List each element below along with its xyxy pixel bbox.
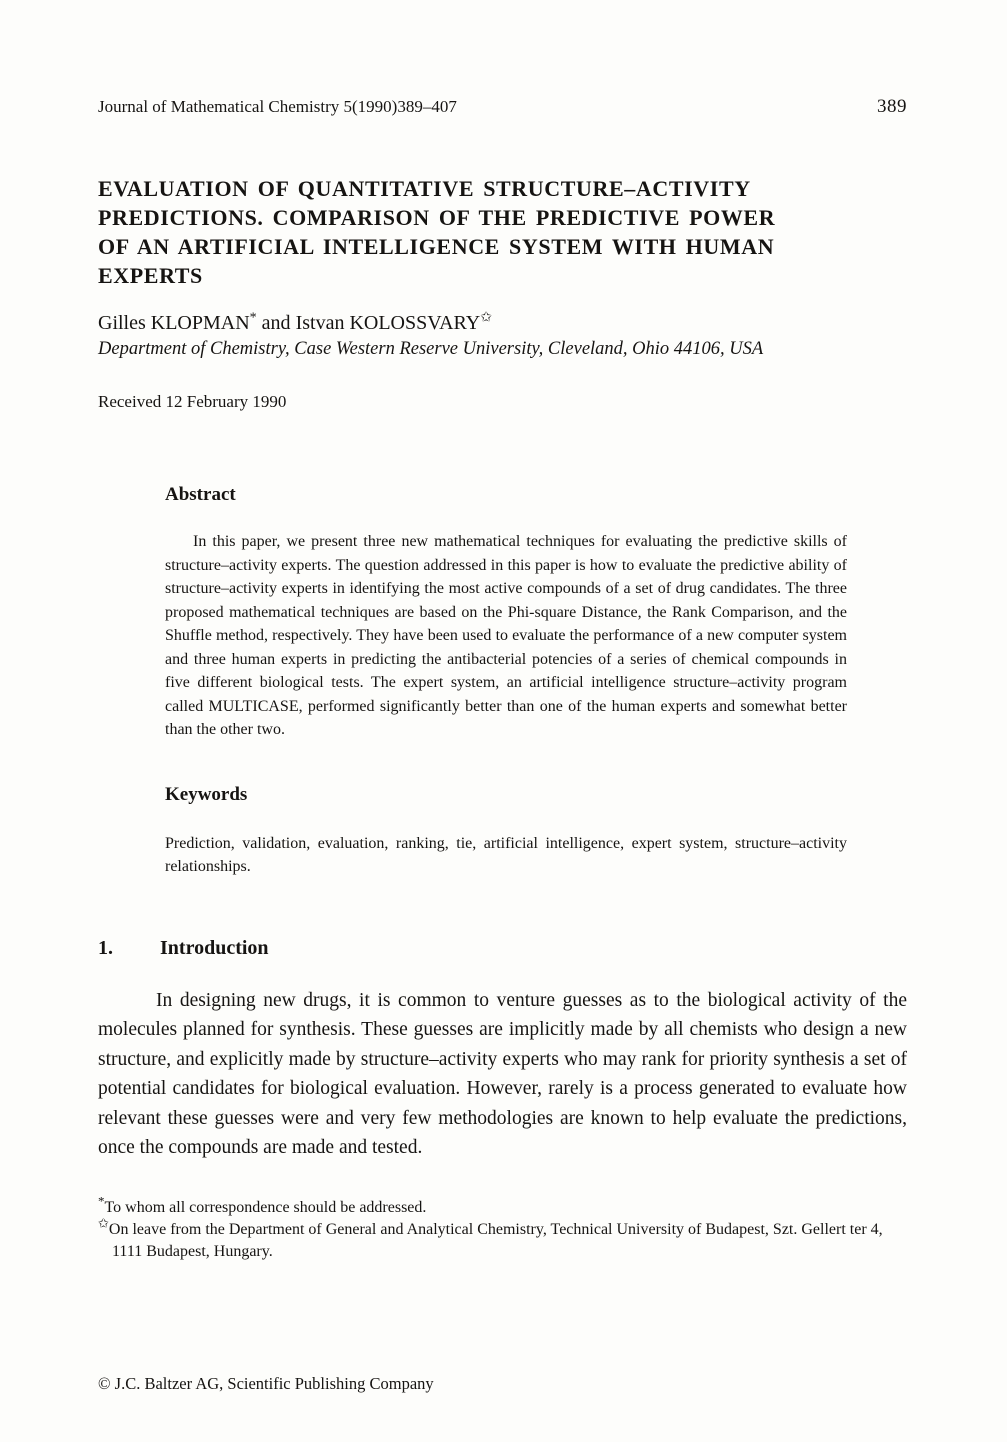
footnote-1 <box>98 1193 907 1219</box>
keywords-text: Prediction, validation, evaluation, ranking, tie, artificial intelligence, expert system, structure–activity relationships. <box>165 834 847 875</box>
footnote-2-text: On leave from the Department of General and Analytical Chemistry, Technical University of Budapest, Szt. Gellert ter 4, 1111 Budapest, Hungary. <box>108 1220 883 1260</box>
title-line-3: OF AN ARTIFICIAL INTELLIGENCE SYSTEM WITH HUMAN <box>98 234 775 259</box>
section-title: Introduction <box>160 936 269 959</box>
footnote-1-marker: * <box>98 1193 105 1209</box>
author-separator: and <box>256 312 296 334</box>
running-head <box>98 96 907 118</box>
author-1: Gilles KLOPMAN <box>98 312 250 334</box>
introduction-paragraph: In designing new drugs, it is common to venture guesses as to the biological activity of the molecules planned for synthesis. These guesses are implicitly made by all chemists who design a new structure, and explicitly made by structure–activity experts who may rank for priority synthesis a set of potential candidates for biological evaluation. However, rarely is a process generated to evaluate how relevant these guesses were and very few methodologies are known to help evaluate the predictions, once the compounds are made and tested. <box>98 989 907 1158</box>
article-title <box>98 174 907 290</box>
keywords-heading: Keywords <box>165 783 248 805</box>
abstract-heading: Abstract <box>165 484 236 505</box>
footnote-1-text: To whom all correspondence should be addressed. <box>104 1198 427 1216</box>
page-number: 389 <box>877 96 907 117</box>
introduction-heading <box>98 937 907 960</box>
footnote-2-marker: ✩ <box>98 1215 109 1231</box>
footnotes <box>98 1193 907 1263</box>
footnote-marker-author-2: ✩ <box>480 310 492 326</box>
abstract-text: In this paper, we present three new mathematical techniques for evaluating the predictive skills of structure–activity experts. The question addressed in this paper is how to evaluate the predictive ability of structure–activity experts in identifying the most active compounds of a set of drug candidates. The three proposed mathematical techniques are based on the Phi-square Distance, the Rank Comparison, and the Shuffle method, respectively. They have been used to evaluate the performance of a new computer system and three human experts in predicting the antibacterial potencies of a series of chemical compounds in five different biological tests. The expert system, an artificial intelligence structure–activity program called MULTICASE, performed significantly better than one of the human experts and somewhat better than the other two. <box>165 533 847 738</box>
journal-reference: Journal of Mathematical Chemistry 5(1990)389–407 <box>98 97 457 116</box>
title-line-2: PREDICTIONS. COMPARISON OF THE PREDICTIVE POWER <box>98 205 776 230</box>
section-number: 1. <box>98 936 113 959</box>
footnote-marker-author-1: * <box>249 310 257 326</box>
author-2: Istvan KOLOSSVARY <box>295 312 481 334</box>
title-line-1: EVALUATION OF QUANTITATIVE STRUCTURE–ACTIVITY <box>98 176 751 201</box>
footnote-2 <box>98 1215 907 1263</box>
authors-line <box>98 312 907 335</box>
keywords-section <box>165 784 847 879</box>
copyright-line: © J.C. Baltzer AG, Scientific Publishing Company <box>98 1374 434 1393</box>
abstract-section <box>165 484 847 742</box>
affiliation: Department of Chemistry, Case Western Reserve University, Cleveland, Ohio 44106, USA <box>98 339 764 359</box>
received-date: Received 12 February 1990 <box>98 392 287 411</box>
title-line-4: EXPERTS <box>98 263 203 288</box>
